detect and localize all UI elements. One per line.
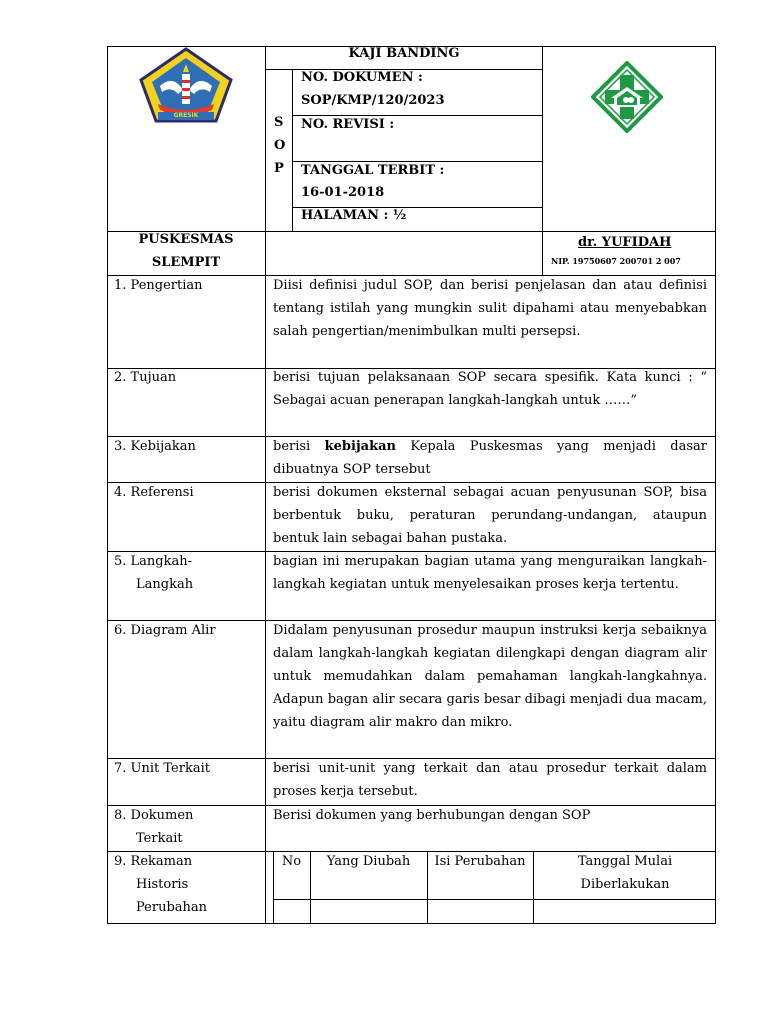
history-header-isi-perubahan: Isi Perubahan xyxy=(434,854,526,869)
org-name-line2: SLEMPIT xyxy=(151,255,221,270)
org-name-line1: PUSKESMAS xyxy=(138,232,234,247)
puskesmas-logo xyxy=(591,61,663,133)
row-content-diagram-alir: Didalam penyusunan prosedur maupun instruksi kerja sebaiknya dalam langkah-langkah kegiatan dilengkapi dengan diagram alir untuk memudahkan dalam pemahaman langkah-langkahnya. Adapun bagan alir secara garis besar dibagi menjadi dua macam, yaitu diagram alir makro dan mikro. xyxy=(273,623,707,730)
row-label-rekaman-3: Perubahan xyxy=(136,900,208,915)
row-label-rekaman-1: 9. Rekaman xyxy=(114,854,193,869)
tanggal-terbit-value: 16-01-2018 xyxy=(301,185,385,200)
document-title: KAJI BANDING xyxy=(348,46,460,61)
history-header-tanggal: Tanggal Mulai Diberlakukan xyxy=(577,854,673,892)
gresik-logo-text: GRESIK xyxy=(173,112,199,119)
row-label-langkah-1: 5. Langkah- xyxy=(114,554,193,569)
row-label-unit-terkait: 7. Unit Terkait xyxy=(114,761,210,776)
row-label-dokumen-1: 8. Dokumen xyxy=(114,808,194,823)
row-label-rekaman-2: Historis xyxy=(136,877,189,892)
no-dokumen-value: SOP/KMP/120/2023 xyxy=(301,93,445,108)
row-content-langkah: bagian ini merupakan bagian utama yang menguraikan langkah-langkah kegiatan untuk menyelesaikan proses kerja tertentu. xyxy=(273,554,707,592)
no-revisi-label: NO. REVISI : xyxy=(301,117,395,132)
kebijakan-text-post: Kepala Puskesmas yang menjadi dasar dibuatnya SOP tersebut xyxy=(273,439,707,477)
row-label-pengertian: 1. Pengertian xyxy=(114,278,203,293)
row-content-tujuan: berisi tujuan pelaksanaan SOP secara spesifik. Kata kunci : “ Sebagai acuan penerapan langkah-langkah untuk ……” xyxy=(273,370,707,408)
gresik-logo xyxy=(138,46,234,126)
row-label-referensi: 4. Referensi xyxy=(114,485,194,500)
row-content-dokumen-terkait: Berisi dokumen yang berhubungan dengan SOP xyxy=(273,808,591,823)
sop-letter-o: O xyxy=(274,138,286,153)
row-label-dokumen-2: Terkait xyxy=(136,831,183,846)
no-dokumen-label: NO. DOKUMEN : xyxy=(301,70,423,85)
row-content-referensi: berisi dokumen eksternal sebagai acuan penyusunan SOP, bisa berbentuk buku, peraturan perundang-undangan, ataupun bentuk lain sebagai bahan pustaka. xyxy=(273,485,707,546)
row-label-tujuan: 2. Tujuan xyxy=(114,370,177,385)
signer-nip: NIP. 19750607 200701 2 007 xyxy=(551,256,681,266)
row-content-pengertian: Diisi definisi judul SOP, dan berisi penjelasan dan atau definisi tentang istilah yang mungkin sulit dipahami atau menyebabkan salah pengertian/menimbulkan multi persepsi. xyxy=(273,278,707,339)
tanggal-terbit-label: TANGGAL TERBIT : xyxy=(301,163,445,178)
kebijakan-text-pre: berisi xyxy=(273,439,325,454)
kebijakan-text-bold: kebijakan xyxy=(324,439,396,454)
sop-letter-s: S xyxy=(274,115,284,130)
history-header-no: No xyxy=(281,854,302,869)
row-label-langkah-2: Langkah xyxy=(136,577,194,592)
row-label-diagram-alir: 6. Diagram Alir xyxy=(114,623,216,638)
signer-name: dr. YUFIDAH xyxy=(578,235,672,250)
row-content-kebijakan xyxy=(273,435,707,481)
halaman-label: HALAMAN : ½ xyxy=(301,208,407,223)
row-label-kebijakan: 3. Kebijakan xyxy=(114,439,196,454)
sop-letter-p: P xyxy=(274,161,284,176)
history-header-yang-diubah: Yang Diubah xyxy=(326,854,411,869)
row-content-unit-terkait: berisi unit-unit yang terkait dan atau prosedur terkait dalam proses kerja tersebut. xyxy=(273,761,707,799)
